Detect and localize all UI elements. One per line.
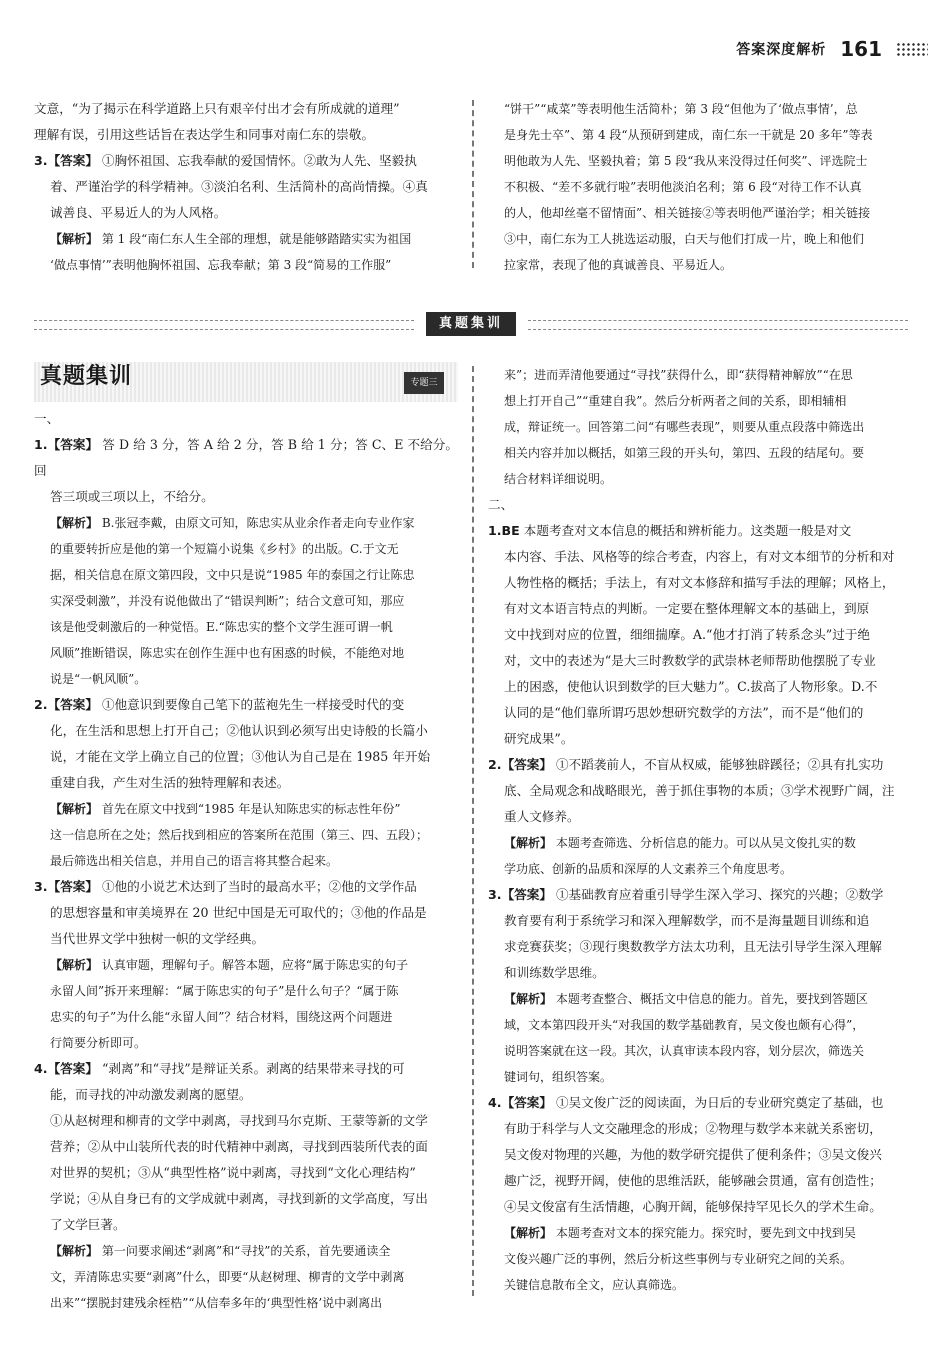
text-line bbox=[488, 544, 908, 570]
text-run: ①吴文俊广泛的阅读面，为日后的专业研究奠定了基础，也 bbox=[551, 1095, 884, 1110]
text-line bbox=[488, 830, 908, 856]
text-line bbox=[34, 406, 458, 432]
text-line bbox=[34, 978, 458, 1004]
text-run: 有对文本语言特点的判断。一定要在整体理解文本的基础上，到原 bbox=[504, 601, 870, 616]
text-run: ①基础教育应着重引导学生深入学习、探究的兴趣；②数学 bbox=[551, 887, 884, 902]
text-line bbox=[488, 856, 908, 882]
text-line bbox=[34, 562, 458, 588]
left-column-top bbox=[34, 96, 458, 278]
text-line bbox=[34, 1160, 458, 1186]
text-line bbox=[488, 492, 908, 518]
answer-label: 【答案】 bbox=[47, 697, 98, 712]
text-line bbox=[34, 770, 458, 796]
text-line bbox=[488, 986, 908, 1012]
text-line bbox=[488, 148, 908, 174]
text-run: 本题考查对文本信息的概括和辨析能力。这类题一般是对文 bbox=[519, 523, 852, 538]
text-run: 本题考查对文本的探究能力。探究时，要先到文中找到吴 bbox=[552, 1226, 856, 1240]
section-banner bbox=[34, 310, 908, 340]
answer-label: 【答案】 bbox=[501, 887, 552, 902]
text-run: 答三项或三项以上，不给分。 bbox=[50, 489, 214, 504]
text-line bbox=[488, 570, 908, 596]
text-line bbox=[488, 804, 908, 830]
right-column-top bbox=[488, 96, 908, 278]
text-run: ④吴文俊富有生活情趣，心胸开阔，能够保持罕见长久的学术生命。 bbox=[504, 1199, 882, 1214]
answer-label: 【答案】 bbox=[501, 757, 552, 772]
text-line bbox=[488, 466, 908, 492]
answer-label: 【答案】 bbox=[501, 1095, 552, 1110]
text-line bbox=[34, 744, 458, 770]
text-line bbox=[34, 822, 458, 848]
text-line bbox=[34, 148, 458, 174]
text-run: 不积极、“差不多就行啦”表明他淡泊名利；第 6 段“对待工作不认真 bbox=[504, 180, 862, 194]
text-line bbox=[34, 252, 458, 278]
header-title: 答案深度解析 bbox=[736, 42, 827, 58]
question-number: 3. bbox=[488, 887, 502, 902]
text-line bbox=[488, 934, 908, 960]
text-line bbox=[34, 122, 458, 148]
text-run: ①他意识到要像自己笔下的蓝袍先生一样接受时代的变 bbox=[97, 697, 405, 712]
column-divider-top bbox=[472, 100, 474, 268]
text-run: 行简要分析即可。 bbox=[50, 1036, 147, 1050]
text-run: 说明答案就在这一段。其次，认真审读本段内容，划分层次，筛选关 bbox=[504, 1044, 865, 1058]
text-line bbox=[34, 718, 458, 744]
text-line bbox=[34, 692, 458, 718]
text-line bbox=[34, 1056, 458, 1082]
text-line bbox=[34, 1264, 458, 1290]
text-run: 的思想容量和审美境界在 20 世纪中国是无可取代的；③他的作品是 bbox=[50, 905, 427, 920]
text-line bbox=[34, 1186, 458, 1212]
text-run: 重建自我，产生对生活的独特理解和表述。 bbox=[50, 775, 290, 790]
question-number: 1. bbox=[34, 437, 48, 452]
text-run: 想上打开自己”“重建自我”。然后分析两者之间的关系，即相辅相 bbox=[504, 394, 847, 408]
text-line bbox=[488, 252, 908, 278]
text-line bbox=[488, 622, 908, 648]
text-line bbox=[34, 96, 458, 122]
text-run: 对世界的契机；③从“典型性格”说中剥离，寻找到“文化心理结构” bbox=[50, 1165, 416, 1180]
text-run: ‘做点事情’”表明他胸怀祖国、忘我奉献；第 3 段“简易的工作服” bbox=[50, 258, 392, 272]
text-line bbox=[34, 640, 458, 666]
text-run: 这一信息所在之处；然后找到相应的答案所在范围（第三、四、五段）； bbox=[50, 828, 429, 842]
text-run: 关键信息散布全文，应认真筛选。 bbox=[504, 1278, 685, 1292]
text-run: 结合材料详细说明。 bbox=[504, 472, 613, 486]
question-number: 4. bbox=[34, 1061, 48, 1076]
text-line bbox=[488, 414, 908, 440]
text-line bbox=[34, 1212, 458, 1238]
text-run: 本题考查筛选、分析信息的能力。可以从吴文俊扎实的数 bbox=[552, 836, 856, 850]
section-title: 真题集训 bbox=[40, 364, 133, 389]
text-run: 理解有误，引用这些话旨在表达学生和同事对南仁东的崇敬。 bbox=[34, 127, 375, 142]
text-line bbox=[34, 926, 458, 952]
text-run: 明他敢为人先、坚毅执着；第 5 段“我从来没得过任何奖”、评选院士 bbox=[504, 154, 868, 168]
text-run: 文意，“为了揭示在科学道路上只有艰辛付出才会有所成就的道理” bbox=[34, 101, 400, 116]
text-run: ③中，南仁东为工人挑选运动服，白天与他们打成一片，晚上和他们 bbox=[504, 232, 865, 246]
text-run: 键词句，组织答案。 bbox=[504, 1070, 613, 1084]
text-line bbox=[34, 200, 458, 226]
text-line bbox=[34, 1082, 458, 1108]
text-run: 本内容、手法、风格等的综合考查，内容上，有对文本细节的分析和对 bbox=[504, 549, 895, 564]
text-run: 和训练数学思维。 bbox=[504, 965, 605, 980]
text-line bbox=[34, 432, 458, 484]
text-run: 最后筛选出相关信息，并用自己的语言将其整合起来。 bbox=[50, 854, 339, 868]
text-line bbox=[34, 1030, 458, 1056]
text-line bbox=[34, 952, 458, 978]
text-line bbox=[488, 960, 908, 986]
text-line bbox=[34, 874, 458, 900]
question-number: 1.BE bbox=[488, 523, 520, 538]
text-run: 一、 bbox=[34, 411, 60, 426]
text-line bbox=[34, 848, 458, 874]
text-line bbox=[488, 778, 908, 804]
left-column-bottom bbox=[34, 362, 458, 1316]
answer-label: 【解析】 bbox=[50, 232, 99, 246]
text-line bbox=[488, 1038, 908, 1064]
text-line bbox=[34, 1238, 458, 1264]
text-run: “剥离”和“寻找”是辩证关系。剥离的结果带来寻找的可 bbox=[97, 1061, 405, 1076]
text-line bbox=[488, 440, 908, 466]
text-line bbox=[488, 362, 908, 388]
text-line bbox=[34, 174, 458, 200]
text-run: 该是他受刺激后的一种觉悟。E.“陈忠实的整个文学生涯可谓一帆 bbox=[50, 620, 393, 634]
question-number: 4. bbox=[488, 1095, 502, 1110]
text-run: 了文学巨著。 bbox=[50, 1217, 126, 1232]
question-number: 3. bbox=[34, 879, 48, 894]
text-run: 第一问要求阐述“剥离”和“寻找”的关系，首先要通读全 bbox=[98, 1244, 391, 1258]
text-run: 诚善良、平易近人的为人风格。 bbox=[50, 205, 227, 220]
text-line bbox=[34, 900, 458, 926]
text-run: 能，而寻找的冲动激发剥离的愿望。 bbox=[50, 1087, 252, 1102]
text-run: 文中找到对应的位置，细细揣摩。A.“他才打消了转系念头”过于绝 bbox=[504, 627, 871, 642]
text-run: 答 D 给 3 分，答 A 给 2 分，答 B 给 1 分；答 C、E 不给分。回 bbox=[34, 437, 458, 478]
text-line bbox=[34, 1134, 458, 1160]
text-run: 认真审题，理解句子。解答本题，应将“属于陈忠实的句子 bbox=[98, 958, 408, 972]
text-run: 认同的是“他们靠所谓巧思妙想研究数学的方法”，而不是“他们的 bbox=[504, 705, 864, 720]
answer-label: 【答案】 bbox=[47, 1061, 98, 1076]
text-line bbox=[488, 518, 908, 544]
answer-label: 【答案】 bbox=[47, 153, 98, 168]
text-line bbox=[488, 648, 908, 674]
text-run: ①从赵树理和柳青的文学中剥离，寻找到马尔克斯、王蒙等新的文学 bbox=[50, 1113, 428, 1128]
left-bottom-text bbox=[34, 406, 458, 1316]
text-run: 是身先士卒”、第 4 段“从预研到建成，南仁东一干就是 20 多年”等表 bbox=[504, 128, 873, 142]
text-line bbox=[488, 1220, 908, 1246]
answer-label: 【解析】 bbox=[50, 802, 99, 816]
text-line bbox=[488, 908, 908, 934]
text-line bbox=[34, 796, 458, 822]
text-run: 研究成果”。 bbox=[504, 731, 574, 746]
answer-label: 【解析】 bbox=[50, 516, 99, 530]
text-run: 学说；④从自身已有的文学成就中剥离，寻找到新的文学高度，写出 bbox=[50, 1191, 428, 1206]
text-run: 趣广泛，视野开阔，使他的思维活跃，能够融会贯通，富有创造性； bbox=[504, 1173, 882, 1188]
text-line bbox=[34, 536, 458, 562]
text-line bbox=[488, 1090, 908, 1116]
text-line bbox=[34, 588, 458, 614]
text-run: ①胸怀祖国、忘我奉献的爱国情怀。②敢为人先、坚毅执 bbox=[97, 153, 417, 168]
text-line bbox=[488, 752, 908, 778]
text-run: ①不蹈袭前人，不盲从权威，能够独辟蹊径；②具有扎实功 bbox=[551, 757, 884, 772]
text-run: 二、 bbox=[488, 497, 514, 512]
text-run: 实深受刺激”，并没有说他做出了“错误判断”；结合文意可知，那应 bbox=[50, 594, 405, 608]
text-run: ①他的小说艺术达到了当时的最高水平；②他的文学作品 bbox=[97, 879, 417, 894]
text-run: 永留人间”拆开来理解：“属于陈忠实的句子”是什么句子？“属于陈 bbox=[50, 984, 399, 998]
banner-rule-right bbox=[528, 320, 908, 330]
text-run: 上的困惑，使他认识到数学的巨大魅力”。C.拔高了人物形象。D.不 bbox=[504, 679, 878, 694]
text-run: 成，辩证统一。回答第二问“有哪些表现”，则要从重点段落中筛选出 bbox=[504, 420, 865, 434]
page-number: 161 bbox=[840, 37, 882, 61]
text-line bbox=[488, 726, 908, 752]
page-header bbox=[736, 34, 928, 64]
text-line bbox=[488, 122, 908, 148]
text-run: 求竞赛获奖；③现行奥数教学方法太功利，且无法引导学生深入理解 bbox=[504, 939, 882, 954]
header-dot-pattern bbox=[896, 42, 928, 56]
text-run: 第 1 段“南仁东人生全部的理想，就是能够踏踏实实为祖国 bbox=[98, 232, 412, 246]
answer-label: 【解析】 bbox=[504, 992, 553, 1006]
question-number: 2. bbox=[34, 697, 48, 712]
answer-label: 【答案】 bbox=[47, 437, 99, 452]
text-run: 说，才能在文学上确立自己的位置；③他认为自己是在 1985 年开始 bbox=[50, 749, 431, 764]
text-line bbox=[34, 226, 458, 252]
text-run: 说是“一帆风顺”。 bbox=[50, 672, 147, 686]
text-line bbox=[488, 1116, 908, 1142]
section-banner-label: 真题集训 bbox=[426, 312, 516, 336]
text-run: 文俊兴趣广泛的事例，然后分析这些事例与专业研究之间的关系。 bbox=[504, 1252, 853, 1266]
text-line bbox=[34, 614, 458, 640]
text-run: 化，在生活和思想上打开自己；②他认识到必须写出史诗般的长篇小 bbox=[50, 723, 428, 738]
text-line bbox=[488, 1246, 908, 1272]
answer-label: 【解析】 bbox=[504, 836, 553, 850]
text-run: 学功底、创新的品质和深厚的人文素养三个角度思考。 bbox=[504, 862, 793, 876]
text-line bbox=[488, 96, 908, 122]
text-run: 人物性格的概括；手法上，有对文本修辞和描写手法的理解；风格上， bbox=[504, 575, 895, 590]
text-line bbox=[488, 596, 908, 622]
answer-label: 【答案】 bbox=[47, 879, 98, 894]
text-line bbox=[488, 174, 908, 200]
text-run: 文，弄清陈忠实要“剥离”什么，即要“从赵树理、柳青的文学中剥离 bbox=[50, 1270, 405, 1284]
text-run: 忠实的句子”为什么能“永留人间”？结合材料，围绕这两个问题进 bbox=[50, 1010, 393, 1024]
text-run: 重人文修养。 bbox=[504, 809, 580, 824]
text-line bbox=[488, 674, 908, 700]
question-number: 3. bbox=[34, 153, 48, 168]
text-run: 对，文中的表述为“是大三时教数学的武崇林老师帮助他摆脱了专业 bbox=[504, 653, 876, 668]
text-run: 营养；②从中山装所代表的时代精神中剥离，寻找到西装所代表的面 bbox=[50, 1139, 428, 1154]
text-run: 教育要有利于系统学习和深入理解数学，而不是海量题目训练和追 bbox=[504, 913, 870, 928]
right-column-bottom bbox=[488, 362, 908, 1298]
text-line bbox=[488, 226, 908, 252]
text-run: 底、全局观念和战略眼光，善于抓住事物的本质；③学术视野广阔，注 bbox=[504, 783, 895, 798]
text-run: 的重要转折应是他的第一个短篇小说集《乡村》的出版。C.于文无 bbox=[50, 542, 399, 556]
text-run: 首先在原文中找到“1985 年是认知陈忠实的标志性年份” bbox=[98, 802, 401, 816]
text-run: 相关内容并加以概括，如第三段的开头句，第四、五段的结尾句。要 bbox=[504, 446, 865, 460]
text-run: 本题考查整合、概括文中信息的能力。首先，要找到答题区 bbox=[552, 992, 868, 1006]
answer-label: 【解析】 bbox=[50, 1244, 99, 1258]
text-line bbox=[488, 1168, 908, 1194]
text-run: 当代世界文学中独树一帜的文学经典。 bbox=[50, 931, 265, 946]
banner-rule-left bbox=[34, 320, 414, 330]
text-run: 有助于科学与人文交融理念的形成；②物理与数学本来就关系密切， bbox=[504, 1121, 882, 1136]
text-run: 着、严谨治学的科学精神。③淡泊名利、生活简朴的高尚情操。④真 bbox=[50, 179, 428, 194]
text-run: 拉家常，表现了他的真诚善良、平易近人。 bbox=[504, 258, 733, 272]
text-line bbox=[488, 200, 908, 226]
text-line bbox=[488, 882, 908, 908]
text-line bbox=[488, 1012, 908, 1038]
text-run: 风顺”推断错误，陈忠实在创作生涯中也有困惑的时候，不能绝对地 bbox=[50, 646, 405, 660]
question-number: 2. bbox=[488, 757, 502, 772]
text-line bbox=[34, 510, 458, 536]
text-line bbox=[488, 1142, 908, 1168]
text-line bbox=[34, 1004, 458, 1030]
topic-badge: 专题三 bbox=[404, 372, 444, 394]
answer-label: 【解析】 bbox=[504, 1226, 553, 1240]
text-run: 来”；进而弄清他要通过“寻找”获得什么，即“获得精神解放”“在思 bbox=[504, 368, 853, 382]
text-run: 据，相关信息在原文第四段，文中只是说“1985 年的泰国之行让陈忠 bbox=[50, 568, 415, 582]
text-line bbox=[34, 1108, 458, 1134]
text-line bbox=[488, 700, 908, 726]
text-run: 域，文本第四段开头“对我国的数学基础教育，吴文俊也颇有心得”， bbox=[504, 1018, 865, 1032]
text-run: B.张冠李戴，由原文可知，陈忠实从业余作者走向专业作家 bbox=[98, 516, 415, 530]
section-title-box bbox=[34, 362, 458, 402]
text-line bbox=[488, 1064, 908, 1090]
text-run: “饼干”“咸菜”等表明他生活简朴；第 3 段“但他为了‘做点事情’，总 bbox=[504, 102, 858, 116]
text-run: 出来”“摆脱封建残余桎梏”“从信奉多年的‘典型性格’说中剥离出 bbox=[50, 1296, 383, 1310]
text-line bbox=[34, 666, 458, 692]
column-divider-bottom bbox=[472, 366, 474, 1296]
text-line bbox=[488, 388, 908, 414]
text-line bbox=[34, 1290, 458, 1316]
text-run: 吴文俊对物理的兴趣，为他的数学研究提供了便利条件；③吴文俊兴 bbox=[504, 1147, 882, 1162]
text-line bbox=[488, 1272, 908, 1298]
answer-label: 【解析】 bbox=[50, 958, 99, 972]
text-run: 的人，他却丝毫不留情面”、相关链接②等表明他严谨治学；相关链接 bbox=[504, 206, 871, 220]
text-line bbox=[488, 1194, 908, 1220]
text-line bbox=[34, 484, 458, 510]
